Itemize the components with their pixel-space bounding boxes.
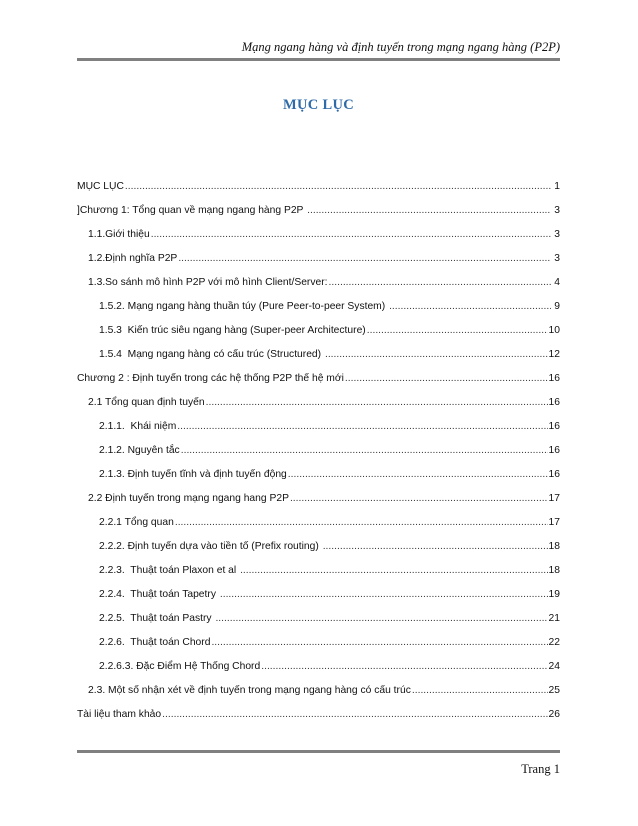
toc-entry-page: 16 [548,421,560,432]
toc-entry-text: 2.2.4. Thuật toán Tapetry [99,589,219,600]
toc-entry-text: 2.1.2. Nguyên tắc [99,445,180,456]
toc-entry-text: 2.1 Tổng quan định tuyến [88,397,205,408]
toc-entry-text: 2.2.6.3. Đặc Điểm Hệ Thống Chord [99,661,261,672]
toc-entry-page: 22 [548,637,560,648]
toc-entry-text: 1.5.4 Mạng ngang hàng có cấu trúc (Structured) [99,349,324,360]
toc-entry[interactable] [77,229,560,253]
running-header-title: Mạng ngang hàng và định tuyến trong mạng ngang hàng (P2P) [241,40,560,54]
toc-entry[interactable] [77,373,560,397]
toc-entry[interactable] [77,277,560,301]
toc-entry[interactable] [77,661,560,685]
toc-entry-text: 2.3. Một số nhận xét về định tuyến trong mạng ngang hàng có cấu trúc [88,685,411,696]
toc-dot-leader [389,301,551,312]
toc-entry-text: Chương 2 : Định tuyến trong các hệ thống P2P thế hệ mới [77,373,344,384]
toc-entry-page: 9 [554,301,560,312]
toc-dot-leader [215,613,547,624]
toc-entry-page: 18 [548,565,560,576]
toc-entry-page: 18 [548,541,560,552]
toc-entry[interactable] [77,541,560,565]
toc-entry-text: ]Chương 1: Tổng quan về mạng ngang hàng P2P [77,205,307,216]
toc-dot-leader [162,709,547,720]
toc-dot-leader [261,661,547,672]
toc-dot-leader [290,493,548,504]
toc-entry[interactable] [77,205,560,229]
toc-entry[interactable] [77,517,560,541]
toc-entry-text: MỤC LỤC [77,181,124,192]
toc-entry-page: 3 [554,253,560,264]
toc-entry-page: 17 [548,493,560,504]
toc-dot-leader [345,373,548,384]
toc-entry-page: 19 [548,589,560,600]
toc-entry-page: 16 [548,445,560,456]
header-divider [77,58,560,61]
toc-entry[interactable] [77,685,560,709]
toc-entry-text: 2.2.1 Tổng quan [99,517,174,528]
toc-entry-text: 2.2.6. Thuật toán Chord [99,637,211,648]
toc-dot-leader [307,205,551,216]
toc-dot-leader [151,229,551,240]
toc-entry-page: 10 [548,325,560,336]
footer-divider [77,750,560,753]
toc-entry-text: 1.2.Định nghĩa P2P [88,253,178,264]
toc-entry[interactable] [77,637,560,661]
toc-entry-page: 21 [548,613,560,624]
toc-entry-page: 26 [548,709,560,720]
toc-entry-text: 2.1.3. Định tuyến tĩnh và định tuyến động [99,469,287,480]
toc-entry-page: 17 [548,517,560,528]
toc-dot-leader [329,277,551,288]
toc-entry[interactable] [77,469,560,493]
toc-dot-leader [206,397,548,408]
toc-entry-page: 16 [548,469,560,480]
toc-dot-leader [177,421,547,432]
toc-entry-text: 1.5.2. Mạng ngang hàng thuần túy (Pure Peer-to-peer System) [99,301,389,312]
toc-entry-page: 3 [554,229,560,240]
toc-entry-text: 2.2.3. Thuật toán Plaxon et al [99,565,240,576]
toc-entry[interactable] [77,613,560,637]
toc-dot-leader [323,541,548,552]
toc-dot-leader [240,565,547,576]
toc-entry-page: 25 [548,685,560,696]
toc-entry-page: 12 [548,349,560,360]
toc-entry-page: 24 [548,661,560,672]
toc-dot-leader [367,325,548,336]
toc-dot-leader [288,469,548,480]
page-title: MỤC LỤC [283,97,354,113]
toc-entry-text: 2.1.1. Khái niệm [99,421,177,432]
toc-entry-text: 2.2.5. Thuật toán Pastry [99,613,215,624]
toc-dot-leader [325,349,548,360]
toc-dot-leader [220,589,548,600]
footer-page-number: Trang 1 [521,762,560,776]
toc-dot-leader [125,181,551,192]
toc-entry-text: 2.2 Định tuyến trong mạng ngang hang P2P [88,493,289,504]
toc-entry[interactable] [77,349,560,373]
toc-dot-leader [178,253,551,264]
toc-entry-page: 4 [554,277,560,288]
toc-entry-text: 2.2.2. Định tuyến dựa vào tiền tố (Prefix routing) [99,541,322,552]
toc-entry-page: 16 [548,397,560,408]
toc-entry[interactable] [77,565,560,589]
toc-dot-leader [181,445,548,456]
toc-entry-page: 16 [548,373,560,384]
toc-entry[interactable] [77,445,560,469]
table-of-contents [77,181,560,733]
toc-entry[interactable] [77,253,560,277]
toc-entry-text: 1.5.3 Kiến trúc siêu ngang hàng (Super-peer Architecture) [99,325,366,336]
toc-dot-leader [412,685,548,696]
toc-entry[interactable] [77,301,560,325]
toc-entry[interactable] [77,493,560,517]
toc-entry[interactable] [77,181,560,205]
toc-entry[interactable] [77,325,560,349]
toc-entry[interactable] [77,397,560,421]
toc-entry-text: Tài liệu tham khảo [77,709,162,720]
toc-entry-page: 3 [554,205,560,216]
toc-entry-text: 1.1.Giới thiệu [88,229,150,240]
toc-entry[interactable] [77,589,560,613]
toc-entry[interactable] [77,709,560,733]
toc-dot-leader [175,517,548,528]
toc-entry-page: 1 [554,181,560,192]
toc-entry[interactable] [77,421,560,445]
toc-dot-leader [211,637,547,648]
toc-entry-text: 1.3.So sánh mô hình P2P với mô hình Client/Server: [88,277,328,288]
